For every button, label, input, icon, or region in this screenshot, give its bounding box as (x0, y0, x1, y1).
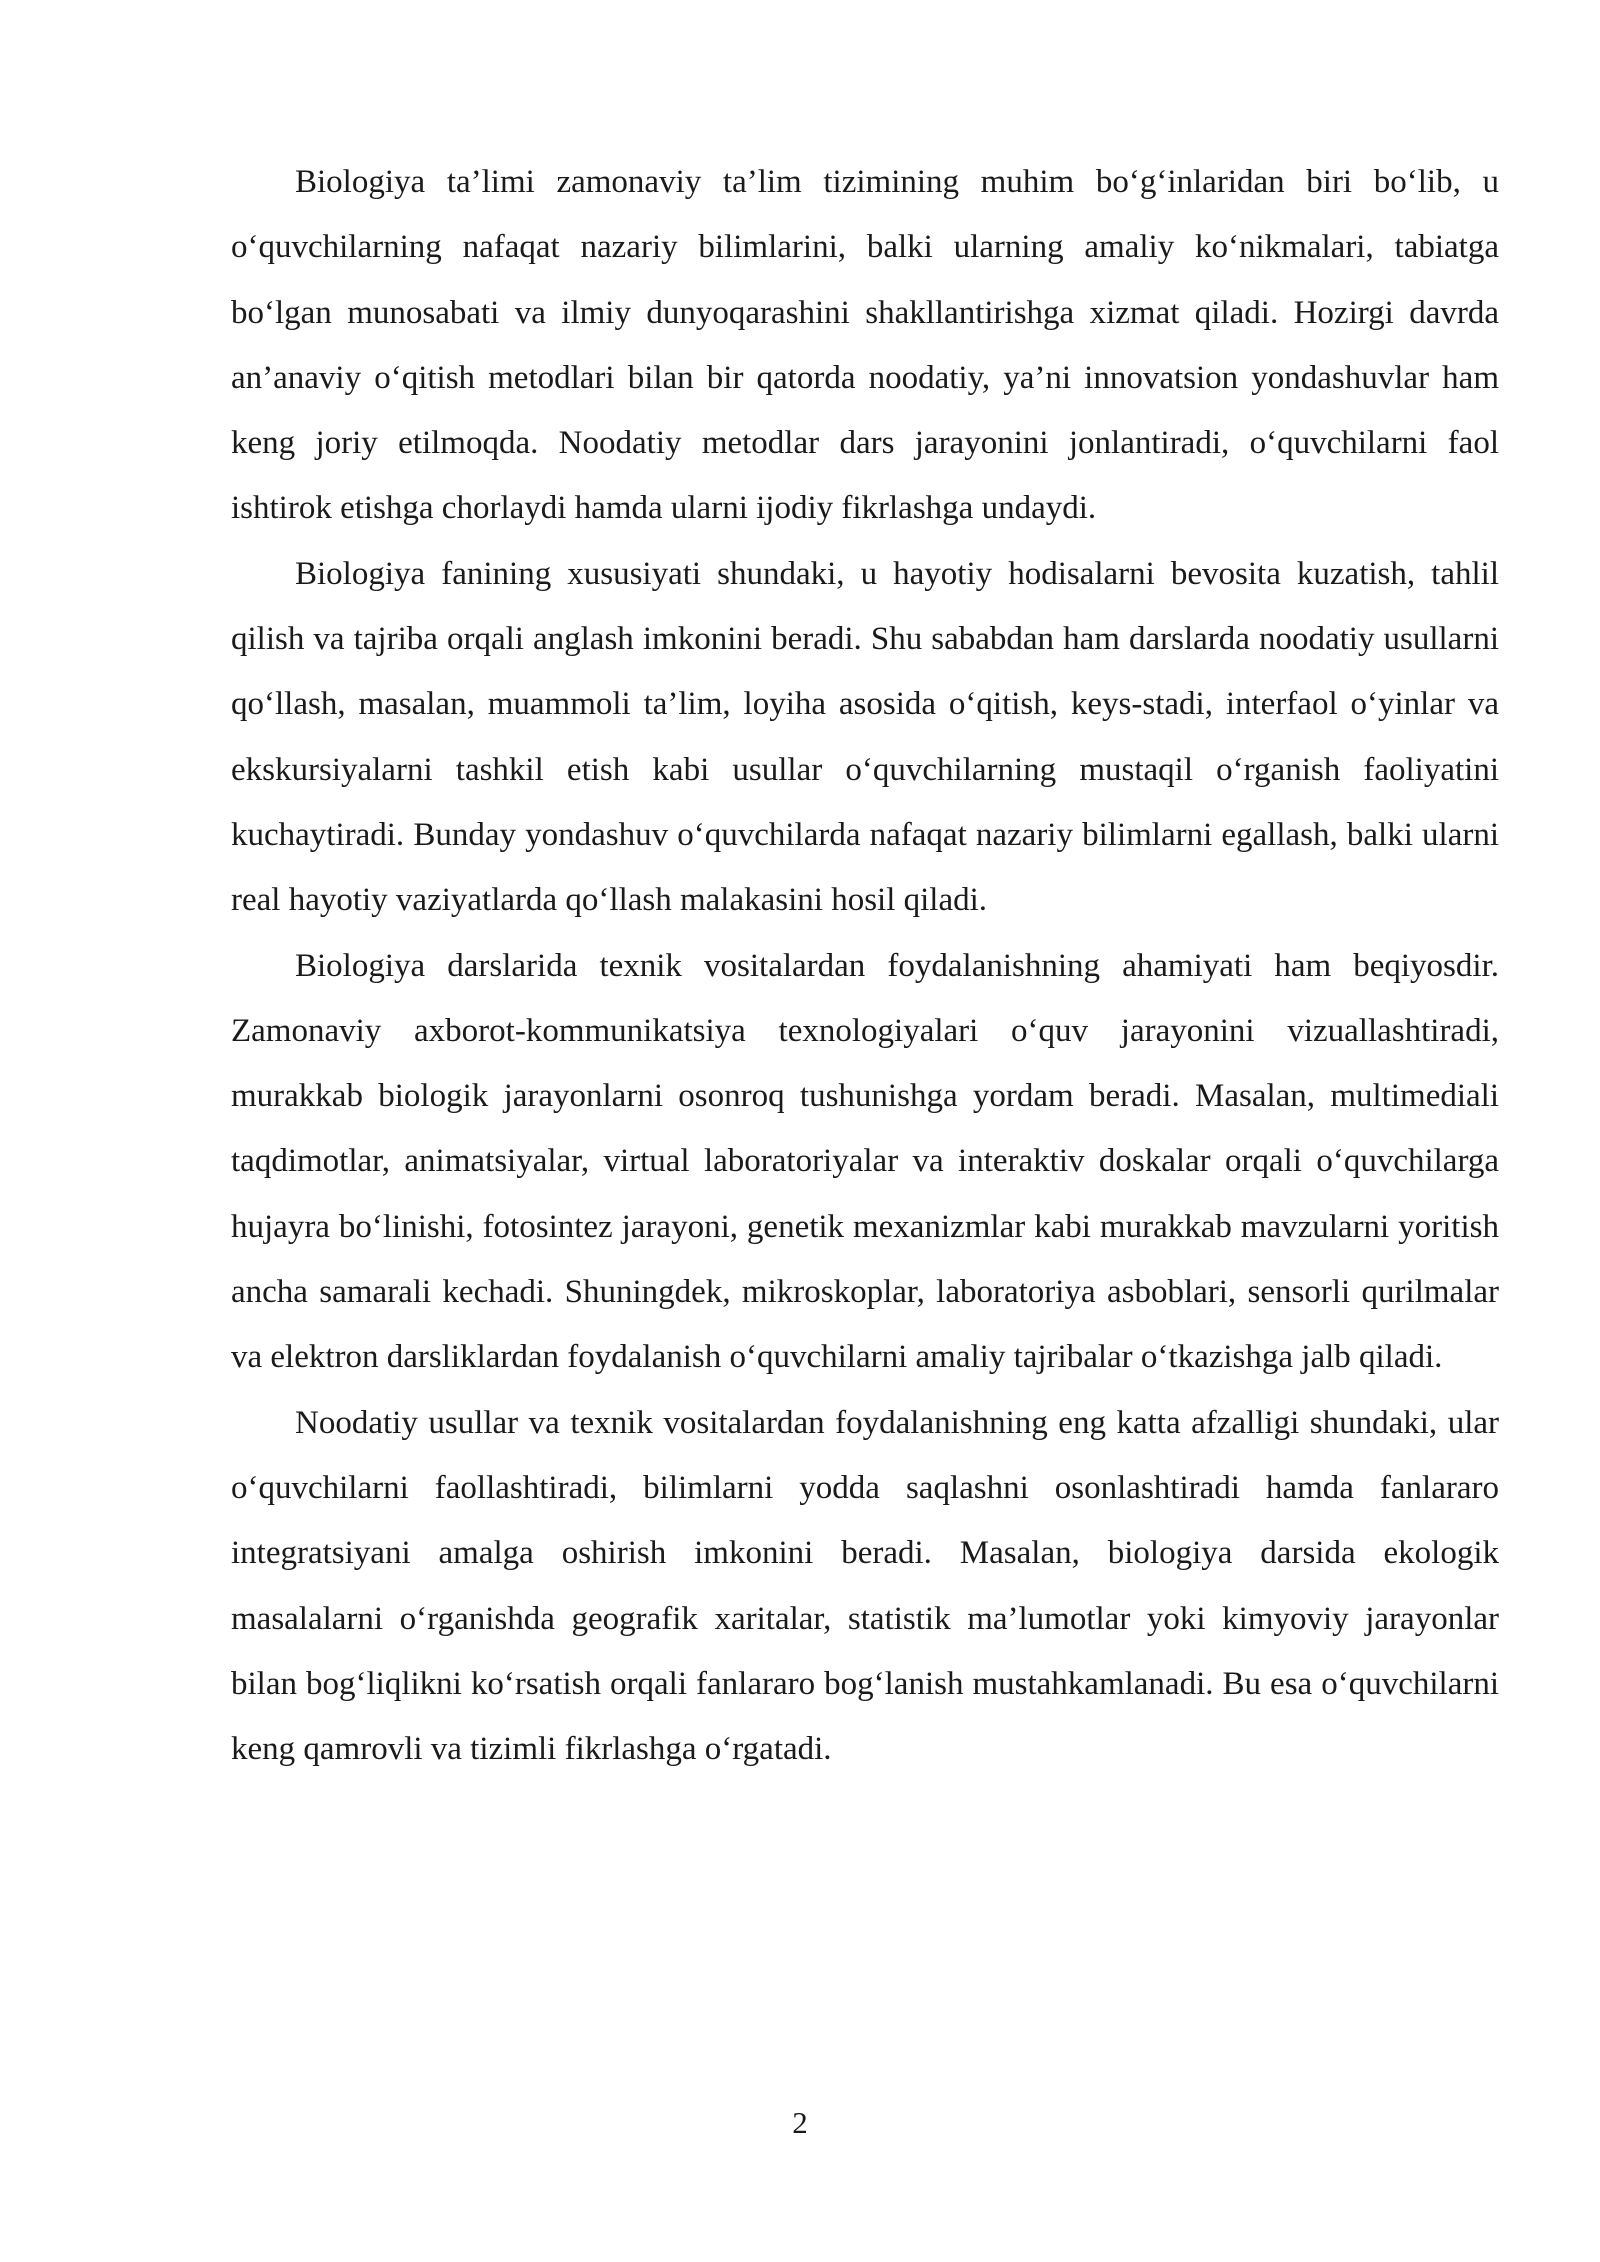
page-number: 2 (792, 2105, 808, 2140)
body-text (231, 150, 1499, 1782)
paragraph-1: Biologiya ta’limi zamonaviy ta’lim tizimining muhim bo‘g‘inlaridan biri bo‘lib, u o‘quvchilarning nafaqat nazariy bilimlarini, balki ularning amaliy ko‘nikmalari, tabiatga bo‘lgan munosabati va ilmiy dunyoqarashini shakllantirishga xizmat qiladi. Hozirgi davrda an’anaviy o‘qitish metodlari bilan bir qatorda noodatiy, ya’ni innovatsion yondashuvlar ham keng joriy etilmoqda. Noodatiy metodlar dars jarayonini jonlantiradi, o‘quvchilarni faol ishtirok etishga chorlaydi hamda ularni ijodiy fikrlashga undaydi. (231, 164, 1499, 527)
paragraph-2: Biologiya fanining xususiyati shundaki, u hayotiy hodisalarni bevosita kuzatish, tahlil qilish va tajriba orqali anglash imkonini beradi. Shu sababdan ham darslarda noodatiy usullarni qo‘llash, masalan, muammoli ta’lim, loyiha asosida o‘qitish, keys-stadi, interfaol o‘yinlar va ekskursiyalarni tashkil etish kabi usullar o‘quvchilarning mustaqil o‘rganish faoliyatini kuchaytiradi. Bunday yondashuv o‘quvchilarda nafaqat nazariy bilimlarni egallash, balki ularni real hayotiy vaziyatlarda qo‘llash malakasini hosil qiladi. (231, 555, 1499, 919)
paragraph-3: Biologiya darslarida texnik vositalardan foydalanishning ahamiyati ham beqiyosdir. Zamonaviy axborot-kommunikatsiya texnologiyalari o‘quv jarayonini vizuallashtiradi, murakkab biologik jarayonlarni osonroq tushunishga yordam beradi. Masalan, multimediali taqdimotlar, animatsiyalar, virtual laboratoriyalar va interaktiv doskalar orqali o‘quvchilarga hujayra bo‘linishi, fotosintez jarayoni, genetik mexanizmlar kabi murakkab mavzularni yoritish ancha samarali kechadi. Shuningdek, mikroskoplar, laboratoriya asboblari, sensorli qurilmalar va elektron darsliklardan foydalanish o‘quvchilarni amaliy tajribalar o‘tkazishga jalb qiladi. (231, 947, 1499, 1376)
paragraph-4: Noodatiy usullar va texnik vositalardan foydalanishning eng katta afzalligi shundaki, ular o‘quvchilarni faollashtiradi, bilimlarni yodda saqlashni osonlashtiradi hamda fanlararo integratsiyani amalga oshirish imkonini beradi. Masalan, biologiya darsida ekologik masalalarni o‘rganishda geografik xaritalar, statistik ma’lumotlar yoki kimyoviy jarayonlar bilan bog‘liqlikni ko‘rsatish orqali fanlararo bog‘lanish mustahkamlanadi. Bu esa o‘quvchilarni keng qamrovli va tizimli fikrlashga o‘rgatadi. (231, 1404, 1499, 1768)
